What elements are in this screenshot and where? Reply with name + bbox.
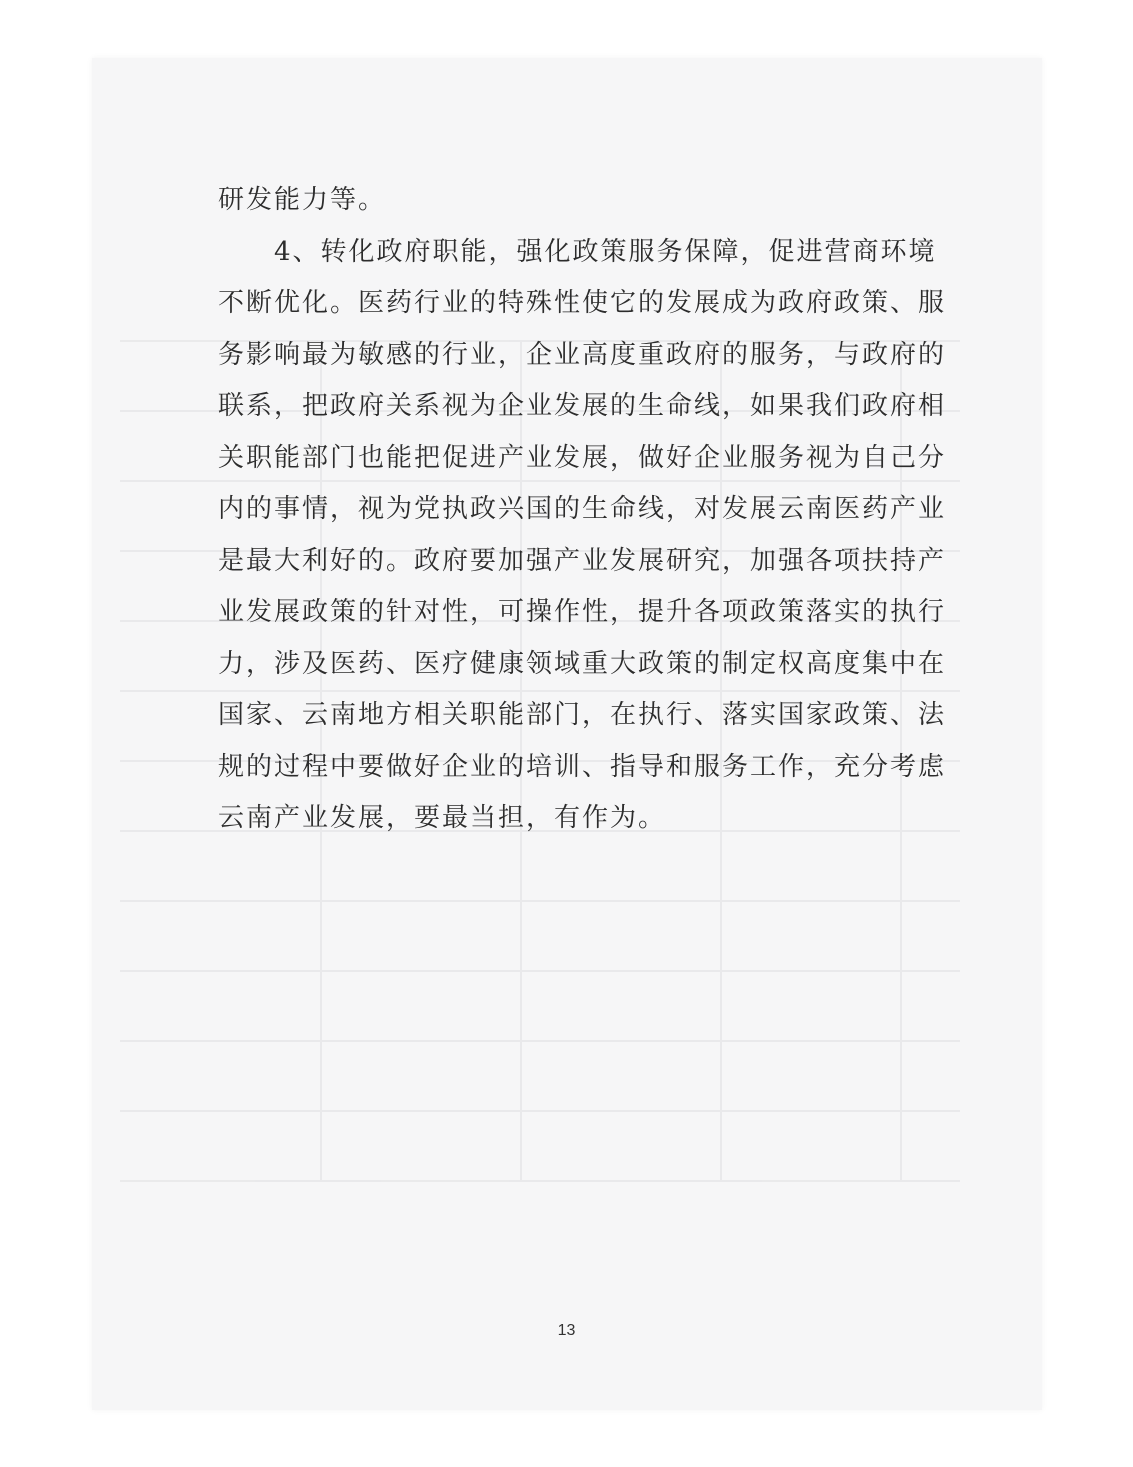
page-number: 13 bbox=[557, 1322, 576, 1339]
text-line: 云南产业发展，要最当担，有作为。 bbox=[218, 803, 667, 833]
text-line: 是最大利好的。政府要加强产业发展研究，加强各项扶持产 bbox=[218, 545, 947, 576]
text-line: 国家、云南地方相关职能部门，在执行、落实国家政策、法 bbox=[218, 700, 947, 730]
text-line: 业发展政策的针对性，可操作性，提升各项政策落实的执行 bbox=[218, 597, 947, 627]
text-line: 联系，把政府关系视为企业发展的生命线，如果我们政府相 bbox=[218, 391, 947, 421]
text-line: 务影响最为敏感的行业，企业高度重政府的服务，与政府的 bbox=[218, 339, 947, 370]
body-text bbox=[218, 175, 947, 845]
text-line: 不断优化。医药行业的特殊性使它的发展成为政府政策、服 bbox=[218, 288, 947, 318]
text-line: 研发能力等。 bbox=[218, 185, 387, 215]
text-line: 规的过程中要做好企业的培训、指导和服务工作，充分考虑 bbox=[218, 751, 947, 782]
text-line: 力，涉及医药、医疗健康领域重大政策的制定权高度集中在 bbox=[218, 648, 947, 679]
text-line: 4、转化政府职能，强化政策服务保障，促进营商环境 bbox=[218, 236, 937, 267]
text-line: 内的事情，视为党执政兴国的生命线，对发展云南医药产业 bbox=[218, 494, 947, 524]
text-line: 关职能部门也能把促进产业发展，做好企业服务视为自己分 bbox=[218, 442, 947, 473]
